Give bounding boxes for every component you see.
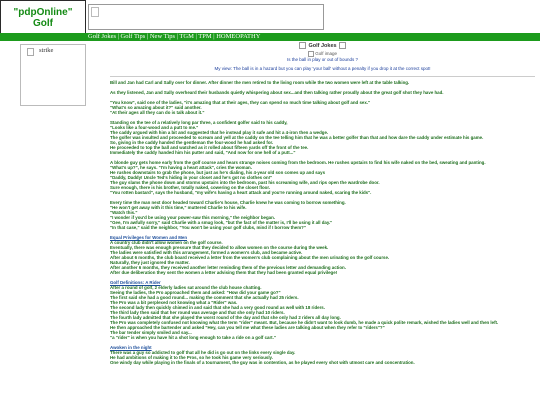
joke-line: After about 6 months, the club board received a letter from the women's club complaining about the men urinating on the golf course. <box>110 255 390 260</box>
joke-line: So, giving in the caddy handed the gentleman the four-wood he had asked for. <box>110 140 274 145</box>
joke-line: Sure enough, there is his brother, totally naked, cowering on the closet floor. <box>110 185 271 190</box>
joke-line: The ladies were satisfied with this arrangement, formed a women's club, and became active. <box>110 250 303 255</box>
joke-line: "Gee, I'm awfully sorry," said Charlie with a smug look, "but the fact of the matter is, I'll be using it all day." <box>110 220 333 225</box>
joke-line: Eventually, there was enough pressure that they decided to allow women on the course during the week. <box>110 245 329 250</box>
joke-line: "a "rider" is when you have hit a shot long enough to take a ride on a golf cart." <box>110 335 276 340</box>
joke-line: "Watch this." <box>110 210 138 215</box>
joke-line: He proceeded to top the ball and watched as it rolled about fifteen yards off the front of the tee. <box>110 145 309 150</box>
joke-line: After another 6 months, they received another letter reminding them of the previous letter and demanding action. <box>110 265 346 270</box>
divider <box>110 76 535 77</box>
joke-story <box>110 160 535 195</box>
joke-line: He had ambitions of making it to the Pros, so he took his game very seriously. <box>110 355 273 360</box>
joke-line: One windy day while playing in the finals of a tournament, the guy was in contention, as he played every shot with utmost care and concentration. <box>110 360 415 365</box>
joke-line: "In that case," said the neighbor, "You won't be using your golf clubs, mind if I borrow them?" <box>110 225 306 230</box>
joke-line: The caddy argued with him a bit and suggested that he instead play it safe and hit a 4-iron then a wedge. <box>110 130 329 135</box>
logo-line-1: "pdpOnline" <box>13 7 73 18</box>
joke-line: After a round of golf, 2 elderly ladies sat around the club house chatting. <box>110 285 262 290</box>
golf-ball-icon <box>299 42 306 49</box>
stories-list <box>110 80 535 365</box>
joke-title: Golf Definitions: A Rider <box>110 280 161 285</box>
nav-link-new-tips[interactable]: New Tips <box>149 33 175 40</box>
golf-image-alt: Golf image <box>315 51 338 57</box>
joke-line: A blonde guy gets home early from the golf course and hears strange noises coming from the bedroom. He rushes upstairs to find his wife naked on the bed, sweating and panting. <box>110 160 486 165</box>
joke-line: The Pro was a bit perplexed not knowing what a "Rider" was. <box>110 300 238 305</box>
joke-story <box>110 200 535 230</box>
joke-line: Bill and Jan had Carl and Sally over for dinner. After dinner the men retired to the living room while the two women were left at the table talking. <box>110 80 410 85</box>
joke-line: Immediately the caddy handed him his putter and said, "And now for one hell of a putt..." <box>110 150 296 155</box>
golf-ball-icon <box>339 42 346 49</box>
golf-image-caption: Is the ball in play or out of bounds ? <box>286 57 359 62</box>
joke-line: The fourth lady admitted that she played the worst round of the day and that she only had 2 riders all day long. <box>110 315 341 320</box>
broken-image-alt: strike <box>39 47 54 54</box>
joke-line: "What's so amazing about it?" said another. <box>110 105 202 110</box>
joke-story <box>110 120 535 155</box>
jokes-heading-text: Golf Jokes <box>308 43 337 49</box>
nav-link-golf-jokes[interactable]: Golf Jokes <box>88 33 116 40</box>
joke-line: "Looks like a four-wood and a putt to me." <box>110 125 199 130</box>
logo-line-2: Golf <box>33 18 53 29</box>
nav-link-golf-tips[interactable]: Golf Tips <box>120 33 146 40</box>
joke-line: "What's up?", he says. "I'm having a heart attack", cries the woman. <box>110 165 252 170</box>
joke-line: "I wonder if you'd be using your power-saw this morning," the neighbor began. <box>110 215 275 220</box>
site-logo[interactable] <box>0 0 86 34</box>
joke-line: The bar tender simply smiled and say... <box>110 330 192 335</box>
joke-story <box>110 100 535 115</box>
joke-line: After due deliberation they sent the women a letter advising them that they had been granted equal privilege! <box>110 270 338 275</box>
joke-story <box>110 235 535 275</box>
joke-line: The guy slams the phone down and storms upstairs into the bedroom, past his screaming wife, and rips open the wardrobe door. <box>110 180 380 185</box>
joke-line: Standing on the tee of a relatively long par three, a confident golfer said to his caddy, <box>110 120 288 125</box>
joke-line: "Daddy, Daddy! Uncle Ted's hiding in your closet and he's got no clothes on!" <box>110 175 273 180</box>
joke-line: Seeing the ladies, the Pro approached them and asked: "How did your game go?" <box>110 290 281 295</box>
joke-story <box>110 345 535 365</box>
joke-title: Awoken in the night <box>110 345 152 350</box>
joke-line: The second lady then quickly chimed in and said that she had a very good round as well with 18 riders. <box>110 305 325 310</box>
main-content <box>110 42 535 370</box>
joke-line: There was a guy so addicted to golf that all he did is go out on the links every single day. <box>110 350 296 355</box>
joke-line: "You know", said one of the ladies, "it's amazing that at their ages, they can spend so much time talking about golf and sex." <box>110 100 371 105</box>
joke-line: Naturally, they just ignored the matter. <box>110 260 190 265</box>
banner-ad[interactable] <box>88 4 324 30</box>
joke-story <box>110 80 535 85</box>
joke-line: He rushes downstairs to grab the phone, but just as he's dialing, his 4-year old son comes up and says <box>110 170 326 175</box>
joke-line: Every time the man next door headed toward Charlie's house, Charlie knew he was coming to borrow something. <box>110 200 346 205</box>
joke-line: "He won't get away with it this time," muttered Charlie to his wife. <box>110 205 247 210</box>
left-broken-image <box>20 44 86 106</box>
joke-line: The first said she had a good round... making the comment that she actually had 25 riders. <box>110 295 299 300</box>
nav-links: Golf Jokes | Golf Tips | New Tips | TGM | TPM | HOMEOPATHY <box>88 33 261 40</box>
nav-link-tpm[interactable]: TPM <box>198 33 212 40</box>
joke-line: "You rotten bastard", says the husband, "my wife's having a heart attack and you're running around naked, scaring the kids". <box>110 190 372 195</box>
nav-bar <box>0 33 540 41</box>
jokes-heading <box>110 42 535 50</box>
nav-link-homeopathy[interactable]: HOMEOPATHY <box>216 33 261 40</box>
joke-line: As they listened, Jan and Sally overheard their husbands quietly whispering about sex...and then talking rather proudly about the great golf shot they have had. <box>110 90 444 95</box>
joke-story <box>110 90 535 95</box>
joke-line: The golfer was insulted and proceeded to scream and yell at the caddy on the tee telling him that he was a better golfer than that and how dare the caddy under estimate his game. <box>110 135 484 140</box>
my-view-text: My view: The ball is in a hazard but you can play 'your ball' without a penalty if you drop it at the correct spot! <box>214 66 431 71</box>
joke-title: Equal Privileges for Women and Men <box>110 235 188 240</box>
broken-image-icon <box>27 48 34 56</box>
broken-image-icon <box>91 7 99 17</box>
joke-line: He then approached the bartender and asked "Hey, can you tell me what these ladies are talking about when they refer to "riders"?" <box>110 325 385 330</box>
joke-story <box>110 280 535 340</box>
joke-line: The third lady then said that her round was average and that she only had 10 riders. <box>110 310 285 315</box>
joke-line: "At their ages all they can do is talk about it." <box>110 110 205 115</box>
joke-line: The Pro was completely confused not knowing what the term "rider" meant. But, because he didn't want to look dumb, he made a quick polite remark, wished the ladies well and then left. <box>110 320 499 325</box>
nav-link-tgm[interactable]: TGM <box>179 33 194 40</box>
joke-line: A country club didn't allow women on the golf course. <box>110 240 223 245</box>
